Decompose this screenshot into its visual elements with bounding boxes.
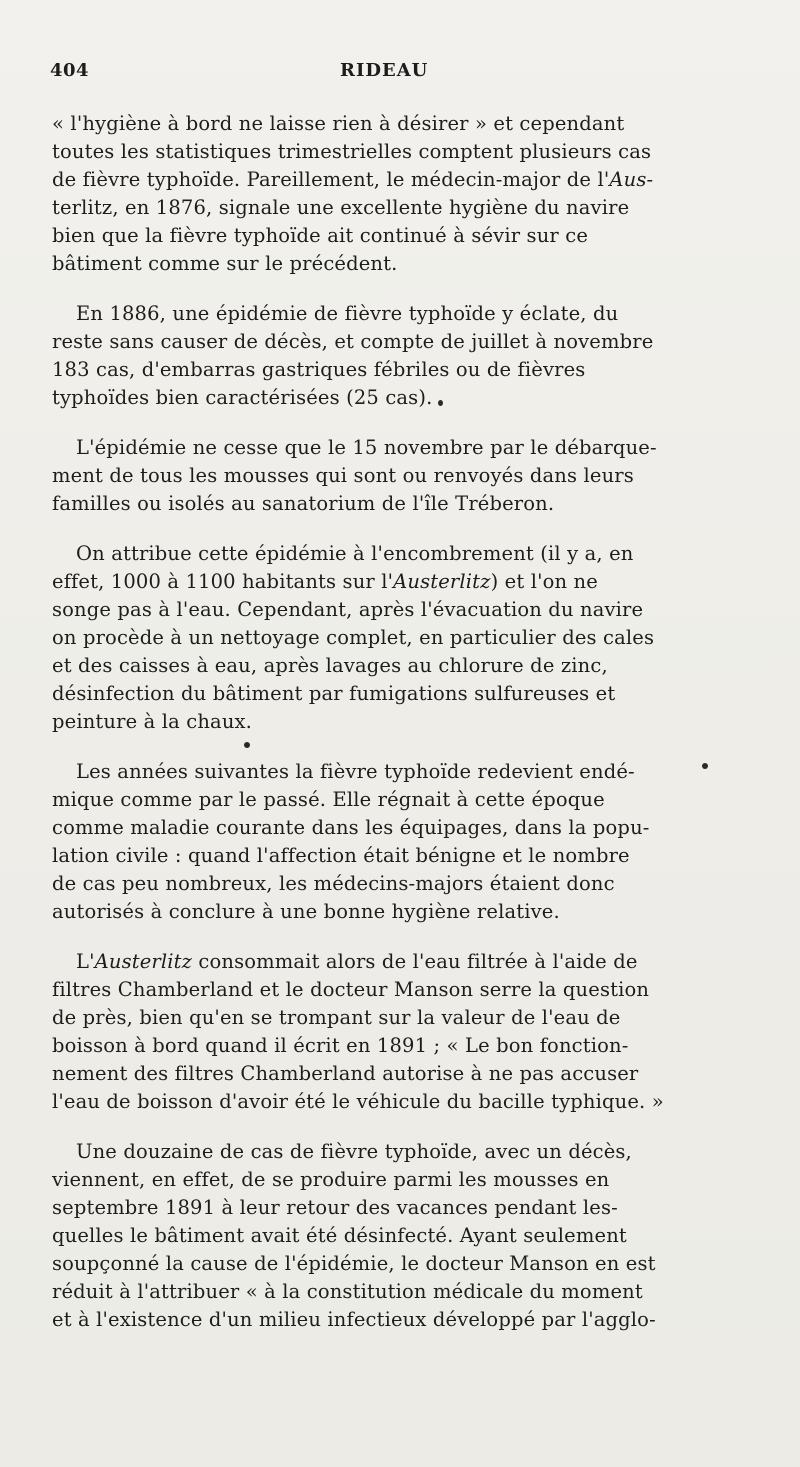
text-line: quelles le bâtiment avait été désinfecté. Ayant seulement (52, 1224, 627, 1247)
ink-speck (438, 400, 443, 406)
text-line: soupçonné la cause de l'épidémie, le docteur Manson en est (52, 1252, 656, 1275)
text-line: bien que la fièvre typhoïde ait continué à sévir sur ce (52, 224, 589, 247)
text-line: autorisés à conclure à une bonne hygiène relative. (52, 900, 560, 923)
paragraph-5 (52, 758, 764, 926)
text-line: ment de tous les mousses qui sont ou renvoyés dans leurs (52, 464, 634, 487)
italic-fragment: Austerlitz (94, 950, 193, 973)
text-line (52, 166, 764, 194)
text-line: On attribue cette épidémie à l'encombrement (il y a, en (76, 542, 634, 565)
text-line: terlitz, en 1876, signale une excellente hygiène du navire (52, 196, 630, 219)
text-line: L'épidémie ne cesse que le 15 novembre par le débarque- (76, 436, 657, 459)
text-line: Les années suivantes la fièvre typhoïde redevient endé- (76, 760, 635, 783)
text-line: « l'hygiène à bord ne laisse rien à désirer » et cependant (52, 112, 625, 135)
text-line (52, 568, 764, 596)
text-line: comme maladie courante dans les équipages, dans la popu- (52, 816, 650, 839)
text-line: familles ou isolés au sanatorium de l'île Tréberon. (52, 492, 555, 515)
body-text (52, 110, 764, 1356)
text-line: nement des filtres Chamberland autorise à ne pas accuser (52, 1062, 639, 1085)
text-line: de cas peu nombreux, les médecins-majors étaient donc (52, 872, 615, 895)
text-fragment: effet, 1000 à 1100 habitants sur l' (52, 570, 394, 593)
text-line: typhoïdes bien caractérisées (25 cas). (52, 386, 433, 409)
text-line: songe pas à l'eau. Cependant, après l'évacuation du navire (52, 598, 644, 621)
text-line: réduit à l'attribuer « à la constitution médicale du moment (52, 1280, 643, 1303)
text-line: Une douzaine de cas de fièvre typhoïde, avec un décès, (76, 1140, 632, 1163)
text-line: on procède à un nettoyage complet, en particulier des cales (52, 626, 655, 649)
text-fragment: de fièvre typhoïde. Pareillement, le médecin-major de l' (52, 168, 610, 191)
text-line: reste sans causer de décès, et compte de juillet à novembre (52, 330, 654, 353)
text-line: bâtiment comme sur le précédent. (52, 252, 398, 275)
text-line: désinfection du bâtiment par fumigations sulfureuses et (52, 682, 616, 705)
ink-speck (702, 763, 708, 769)
italic-fragment: Austerlitz (393, 570, 491, 593)
text-fragment: ) et l'on ne (490, 570, 598, 593)
ink-speck (244, 742, 250, 748)
text-line: boisson à bord quand il écrit en 1891 ; « Le bon fonction- (52, 1034, 629, 1057)
text-line: En 1886, une épidémie de fièvre typhoïde y éclate, du (76, 302, 619, 325)
text-line: mique comme par le passé. Elle régnait à cette époque (52, 788, 605, 811)
running-title: RIDEAU (340, 60, 429, 81)
paragraph-3 (52, 434, 764, 518)
paragraph-4 (52, 540, 764, 736)
page-header (50, 60, 750, 88)
text-fragment: consommait alors de l'eau filtrée à l'aide de (192, 950, 638, 973)
text-line: et à l'existence d'un milieu infectieux développé par l'agglo- (52, 1308, 656, 1331)
text-line: et des caisses à eau, après lavages au chlorure de zinc, (52, 654, 608, 677)
text-line: toutes les statistiques trimestrielles comptent plusieurs cas (52, 140, 652, 163)
text-line: 183 cas, d'embarras gastriques fébriles ou de fièvres (52, 358, 586, 381)
text-line: septembre 1891 à leur retour des vacances pendant les- (52, 1196, 618, 1219)
text-line: peinture à la chaux. (52, 710, 253, 733)
text-line (52, 948, 764, 976)
paragraph-6 (52, 948, 764, 1116)
italic-fragment: Aus- (609, 168, 654, 191)
text-line: viennent, en effet, de se produire parmi les mousses en (52, 1168, 610, 1191)
paragraph-2 (52, 300, 764, 412)
text-fragment: L' (76, 950, 95, 973)
text-line: l'eau de boisson d'avoir été le véhicule du bacille typhique. » (52, 1090, 664, 1113)
text-line: filtres Chamberland et le docteur Manson serre la question (52, 978, 650, 1001)
paragraph-7 (52, 1138, 764, 1334)
text-line: lation civile : quand l'affection était bénigne et le nombre (52, 844, 630, 867)
page-number: 404 (50, 60, 90, 81)
text-line: de près, bien qu'en se trompant sur la valeur de l'eau de (52, 1006, 621, 1029)
paragraph-1 (52, 110, 764, 278)
